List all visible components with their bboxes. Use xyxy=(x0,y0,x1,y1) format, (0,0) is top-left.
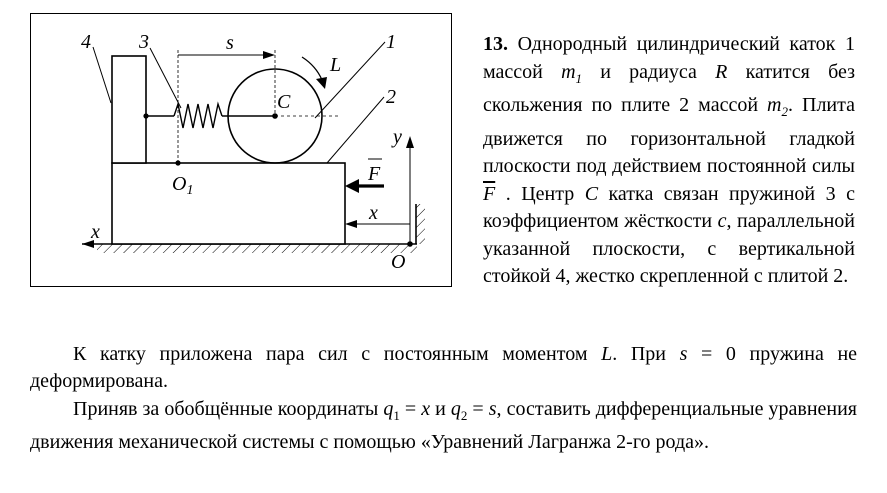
origin-o-dot xyxy=(407,241,413,247)
label-s: s xyxy=(226,32,234,54)
label-2: 2 xyxy=(386,86,396,108)
mechanism-figure xyxy=(0,0,470,300)
label-x-axis: x xyxy=(91,221,100,243)
problem-text-1: Однородный цилиндрический каток 1 массой xyxy=(483,33,855,83)
label-c: C xyxy=(277,91,291,113)
label-o: O xyxy=(391,251,406,273)
s-dim-arrowhead xyxy=(263,51,275,59)
label-o1: $O_1$ xyxy=(172,173,194,198)
problem-text-4: . Плита движется по горизонтальной гладкой плоскости под действием постоянной силы xyxy=(483,94,855,177)
problem-text-3: катится без скольжения по плите 2 массой xyxy=(483,60,855,116)
problem-text-5: . Центр xyxy=(495,182,585,205)
label-1: 1 xyxy=(386,31,396,53)
var-stiffness: c xyxy=(717,210,727,232)
label-y: y xyxy=(393,126,402,148)
o1-dot xyxy=(175,160,180,165)
force-f-arrowhead xyxy=(345,179,359,193)
var-c: C xyxy=(584,182,599,205)
leader-4 xyxy=(93,47,111,103)
var-s: s xyxy=(679,343,688,365)
spring-end-dot xyxy=(143,113,148,118)
leader-2 xyxy=(327,97,384,163)
x-coord-arrowhead xyxy=(345,220,357,228)
problem-statement xyxy=(483,31,855,291)
moment-l-arrow xyxy=(302,57,322,80)
wall-hatch xyxy=(416,204,425,244)
var-m1: $m_1$ xyxy=(561,60,583,86)
ground-hatch xyxy=(97,244,417,253)
var-m2: $m_2$ xyxy=(767,94,788,119)
paragraph-task: Приняв за обобщённые координаты $q_1 = x$ и $q_2 = s$, составить дифференциальные уравнения движения механической системы с помощью «Уравнений Лагранжа 2-го рода». xyxy=(30,398,858,453)
moment-l-arrowhead xyxy=(316,77,327,89)
problem-text-2: и радиуса xyxy=(582,60,716,83)
eq-q1: $q_1 = x$ xyxy=(383,398,431,423)
var-f: $\overline{F}$ xyxy=(483,182,496,205)
label-l: L xyxy=(330,54,342,76)
eq-q2: $q_2 = s$ xyxy=(450,398,497,423)
var-l: L xyxy=(601,343,613,365)
leader-3 xyxy=(150,48,181,108)
label-4: 4 xyxy=(81,31,91,53)
plate-2 xyxy=(112,163,345,244)
var-r: R xyxy=(715,60,728,83)
post-4 xyxy=(112,56,146,163)
label-x-coord: x xyxy=(369,202,378,224)
problem-number: 13. xyxy=(483,33,508,55)
label-3: 3 xyxy=(139,31,149,53)
label-f: F xyxy=(368,163,381,185)
paragraph-moment: К катку приложена пара сил с постоянным моментом L. При s = 0 пружина не деформирована. xyxy=(30,343,858,392)
problem-text-6: катка связан пружиной 3 с коэффициентом жёсткости xyxy=(483,182,855,232)
problem-text-7: , параллельной указанной плоскости, с вертикальной стойкой 4, жестко скрепленной с плитой 2. xyxy=(483,210,855,287)
y-axis-arrowhead xyxy=(406,136,414,148)
